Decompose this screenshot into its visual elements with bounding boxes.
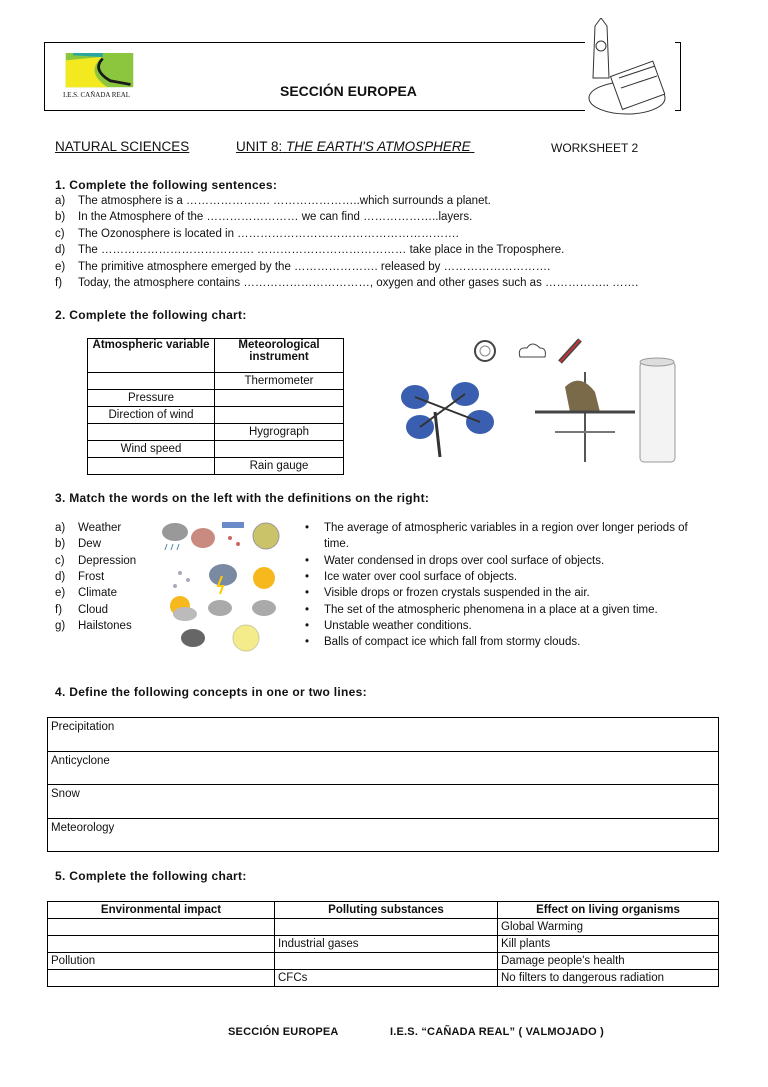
- page-title: SECCIÓN EUROPEA: [280, 83, 417, 99]
- footer-right: I.E.S. “CAÑADA REAL” ( VALMOJADO ): [390, 1026, 604, 1038]
- weather-vane-icon: [535, 372, 635, 462]
- item-text[interactable]: In the Atmosphere of the …………………… we can find ………………..layers.: [78, 211, 473, 224]
- variable-cell[interactable]: [88, 458, 215, 475]
- effect-cell[interactable]: Damage people's health: [498, 953, 719, 970]
- weather-icons-illustration: [160, 518, 285, 653]
- section-5-heading: 5. Complete the following chart:: [55, 869, 247, 883]
- table-row: [88, 424, 344, 441]
- rain-gauge-icon: [640, 358, 675, 462]
- bullet-icon: •: [305, 636, 310, 649]
- unit-label: UNIT 8:: [236, 139, 283, 154]
- table-row: [48, 953, 719, 970]
- sentence-item: [55, 261, 550, 273]
- table-row: [88, 407, 344, 424]
- effect-cell[interactable]: No filters to dangerous radiation: [498, 970, 719, 987]
- worksheet-label: WORKSHEET 2: [551, 141, 639, 155]
- section-3-heading: 3. Match the words on the left with the definitions on the right:: [55, 491, 430, 505]
- item-letter: a): [55, 195, 66, 207]
- unit-name: THE EARTH'S ATMOSPHERE: [286, 139, 471, 154]
- sun-cloud-icon: [170, 596, 197, 621]
- effect-cell[interactable]: Kill plants: [498, 936, 719, 953]
- match-word: [55, 555, 136, 567]
- match-word: [55, 522, 121, 534]
- snow-sleet-icon: [222, 522, 244, 546]
- definitions-table: [47, 717, 719, 852]
- section-2-heading: 2. Complete the following chart:: [55, 308, 247, 322]
- thermometer-icon: [560, 340, 580, 362]
- rain-cloud-icon: [252, 600, 276, 616]
- word-text: Hailstones: [78, 619, 132, 632]
- word-text: Weather: [78, 522, 122, 534]
- effect-cell[interactable]: Global Warming: [498, 919, 719, 936]
- anemometer-icon: [401, 382, 494, 457]
- table-row: [48, 818, 719, 852]
- table-row: [88, 458, 344, 475]
- word-text: Climate: [78, 587, 117, 600]
- match-word: [55, 620, 132, 632]
- sentence-item: [55, 228, 459, 240]
- table-row: [48, 785, 719, 819]
- impact-cell[interactable]: [48, 936, 275, 953]
- item-text[interactable]: The primitive atmosphere emerged by the …………………. released by ……………………….: [78, 260, 551, 273]
- snowflakes-icon: [173, 571, 190, 588]
- sentence-item: [55, 211, 472, 223]
- table-row: [48, 936, 719, 953]
- concept-cell[interactable]: Precipitation: [48, 718, 719, 752]
- variable-cell[interactable]: Direction of wind: [88, 407, 215, 424]
- substance-cell[interactable]: [275, 919, 498, 936]
- subject-label: NATURAL SCIENCES: [55, 139, 190, 154]
- item-letter: c): [55, 227, 65, 240]
- section-4-heading: 4. Define the following concepts in one or two lines:: [55, 685, 367, 699]
- instrument-cell[interactable]: [215, 390, 344, 407]
- substance-cell[interactable]: [275, 953, 498, 970]
- table-row: [88, 390, 344, 407]
- item-letter: g): [55, 619, 66, 632]
- impact-cell[interactable]: Pollution: [48, 953, 275, 970]
- definition-text: The set of the atmospheric phenomena in a place at a given time.: [324, 603, 658, 616]
- instrument-cell[interactable]: [215, 407, 344, 424]
- barometer-icon: [475, 341, 495, 361]
- table-row: [48, 919, 719, 936]
- big-ben-bus-illustration: [585, 18, 675, 118]
- hail-cloud-icon: [181, 629, 205, 647]
- logo-text: I.E.S. CAÑADA REAL: [63, 91, 131, 99]
- table-row: [48, 718, 719, 752]
- moon-cloud-icon: [233, 625, 259, 651]
- bullet-icon: •: [305, 587, 310, 600]
- item-text[interactable]: The atmosphere is a …………………. …………………..which surrounds a planet.: [78, 195, 491, 207]
- section-1-heading: 1. Complete the following sentences:: [55, 178, 278, 192]
- instrument-cell[interactable]: Thermometer: [215, 373, 344, 390]
- school-logo: [63, 53, 136, 90]
- rain-cloud-icon: [208, 600, 232, 616]
- match-word: [55, 571, 104, 583]
- instrument-table: [87, 338, 344, 475]
- definition-item: [305, 555, 604, 567]
- substance-cell[interactable]: CFCs: [275, 970, 498, 987]
- unit-title: [236, 139, 474, 154]
- col-header: Polluting substances: [275, 902, 498, 919]
- table-row: [88, 441, 344, 458]
- match-word: [55, 604, 108, 616]
- concept-cell[interactable]: Snow: [48, 785, 719, 819]
- rain-cloud-icon: [162, 523, 188, 550]
- variable-cell[interactable]: Wind speed: [88, 441, 215, 458]
- item-letter: f): [55, 277, 63, 289]
- item-letter: b): [55, 538, 66, 551]
- item-letter: d): [55, 244, 66, 257]
- definition-item: [305, 522, 688, 534]
- variable-cell[interactable]: [88, 424, 215, 441]
- instrument-cell[interactable]: Rain gauge: [215, 458, 344, 475]
- definition-continuation: time.: [324, 538, 349, 550]
- cloud-icon: [519, 344, 545, 357]
- item-text[interactable]: Today, the atmosphere contains ……………………………, oxygen and other gases such as …………….. …….: [78, 277, 639, 289]
- bullet-icon: •: [305, 554, 310, 567]
- substance-cell[interactable]: Industrial gases: [275, 936, 498, 953]
- definition-item: [305, 636, 580, 648]
- definition-text: Water condensed in drops over cool surface of objects.: [324, 554, 605, 567]
- item-letter: e): [55, 587, 66, 600]
- storm-cloud-icon: [253, 523, 279, 549]
- definition-item: [305, 604, 658, 616]
- instrument-cell[interactable]: [215, 441, 344, 458]
- concept-cell[interactable]: Anticyclone: [48, 751, 719, 785]
- match-word: [55, 587, 117, 599]
- instrument-cell[interactable]: Hygrograph: [215, 424, 344, 441]
- footer-left: SECCIÓN EUROPEA: [228, 1026, 339, 1038]
- definition-text: Visible drops or frozen crystals suspended in the air.: [324, 587, 590, 600]
- impact-cell[interactable]: [48, 919, 275, 936]
- word-text: Depression: [78, 554, 137, 567]
- item-text[interactable]: The …………………………………. ………………………………… take place in the Troposphere.: [78, 244, 565, 257]
- word-text: Frost: [78, 570, 105, 583]
- concept-cell[interactable]: Meteorology: [48, 818, 719, 852]
- garlic-icon: [191, 528, 215, 548]
- word-text: Cloud: [78, 603, 109, 616]
- impact-cell[interactable]: [48, 970, 275, 987]
- definition-text: The average of atmospheric variables in a region over longer periods of: [324, 522, 688, 534]
- definition-text: Ice water over cool surface of objects.: [324, 570, 518, 583]
- sentence-item: [55, 277, 638, 289]
- item-text[interactable]: The Ozonosphere is located in ………………………………………………….: [78, 227, 459, 240]
- meteorological-instruments-illustration: [395, 332, 705, 477]
- sentence-item: [55, 195, 491, 207]
- sentence-item: [55, 244, 564, 256]
- col-header: Environmental impact: [48, 902, 275, 919]
- bullet-icon: •: [305, 570, 310, 583]
- definition-item: [305, 620, 472, 632]
- sun-icon: [253, 567, 275, 589]
- definition-item: [305, 571, 517, 583]
- thunderstorm-icon: [209, 564, 237, 594]
- bullet-icon: •: [305, 619, 310, 632]
- definition-text: Balls of compact ice which fall from stormy clouds.: [324, 636, 581, 649]
- table-row: [48, 751, 719, 785]
- bullet-icon: •: [305, 522, 310, 534]
- definition-text: Unstable weather conditions.: [324, 619, 472, 632]
- word-text: Dew: [78, 538, 102, 551]
- col-header: Meteorological instrument: [215, 339, 344, 373]
- bullet-icon: •: [305, 603, 310, 616]
- col-header: Effect on living organisms: [498, 902, 719, 919]
- item-letter: c): [55, 554, 65, 567]
- item-letter: e): [55, 260, 66, 273]
- table-row: [88, 373, 344, 390]
- environment-table: [47, 901, 719, 987]
- variable-cell[interactable]: Pressure: [88, 390, 215, 407]
- item-letter: b): [55, 211, 66, 224]
- table-row: [48, 970, 719, 987]
- match-word: [55, 538, 101, 550]
- item-letter: d): [55, 570, 66, 583]
- variable-cell[interactable]: [88, 373, 215, 390]
- definition-item: [305, 587, 590, 599]
- item-letter: a): [55, 522, 66, 534]
- col-header: Atmospheric variable: [88, 339, 215, 373]
- item-letter: f): [55, 603, 63, 616]
